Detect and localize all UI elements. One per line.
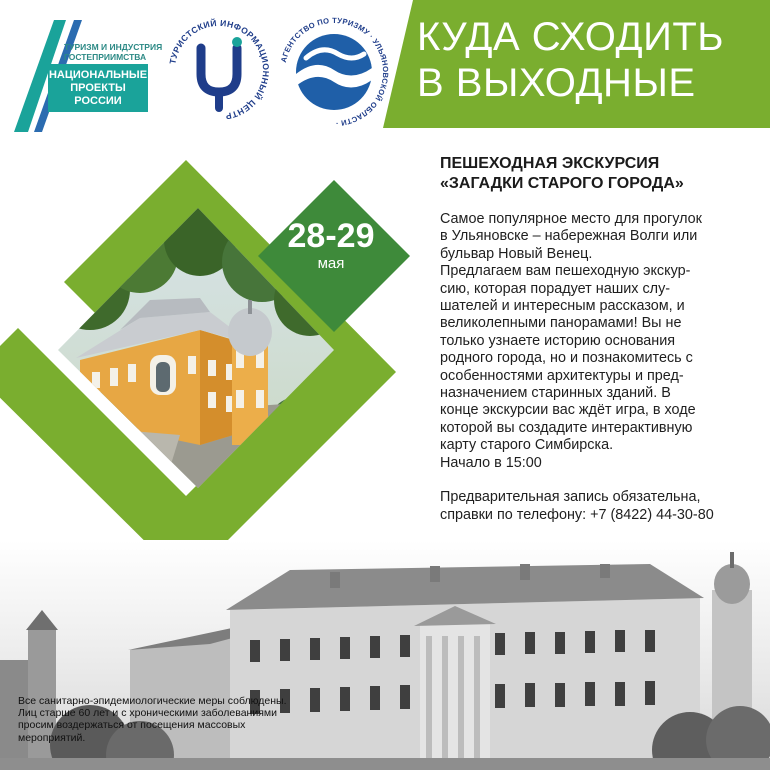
description-line: которой вы создадите интерактивную [440, 419, 693, 436]
booking-line: Предварительная запись обязательна, [440, 489, 701, 506]
np-logo-caption-line1: ТУРИЗМ И ИНДУСТРИЯ [64, 42, 163, 52]
health-notice [18, 695, 348, 744]
event-title [440, 154, 760, 194]
event-description [440, 211, 770, 524]
np-logo-box-line1: НАЦИОНАЛЬНЫЕ [48, 68, 148, 81]
notice-line: просим воздержаться от посещения массовых [18, 719, 246, 732]
np-logo-box-line3: РОССИИ [74, 94, 122, 107]
description-line: конце экскурсии вас ждёт игра, в ходе [440, 402, 696, 419]
notice-line: мероприятий. [18, 731, 86, 744]
description-line: в Ульяновске – набережная Волги или [440, 228, 698, 245]
banner-title-line2: В ВЫХОДНЫЕ [417, 61, 696, 105]
event-date-month: мая [317, 255, 345, 272]
description-line: назначением старинных зданий. В [440, 385, 671, 402]
description-line: бульвар Новый Венец. [440, 245, 593, 262]
description-line: шателей и интересным рассказом, и [440, 298, 685, 315]
start-time-line: Начало в 15:00 [440, 454, 542, 471]
description-line: только узнаете историю основания [440, 332, 676, 349]
event-title-line1: ПЕШЕХОДНАЯ ЭКСКУРСИЯ [440, 155, 660, 172]
description-line: Предлагаем вам пешеходную экскур- [440, 263, 691, 280]
tic-logo-ring-text: ТУРИСТСКИЙ ИНФОРМАЦИОННЫЙ ЦЕНТР [167, 17, 272, 122]
paragraph-gap [440, 472, 770, 489]
description-line: особенностями архитектуры и пред- [440, 367, 684, 384]
event-date-range: 28-29 [287, 217, 375, 255]
description-line: карту старого Симбирска. [440, 437, 614, 454]
notice-line: Все санитарно-эпидемиологические меры соблюдены. [18, 695, 287, 707]
description-line: Самое популярное место для прогулок [440, 211, 702, 227]
description-line: родного города, но и познакомитесь с [440, 350, 693, 367]
notice-line: Лиц старше 60 лет и с хроническими заболеваниями [18, 707, 277, 720]
event-title-line2: «ЗАГАДКИ СТАРОГО ГОРОДА» [440, 175, 684, 192]
event-date [255, 216, 407, 288]
banner-title-line1: КУДА СХОДИТЬ [417, 15, 724, 59]
np-logo-caption-line2: ГОСТЕПРИИМСТВА [64, 52, 147, 62]
description-line: великолепными панорамами! Вы не [440, 315, 682, 332]
np-logo-box-line2: ПРОЕКТЫ [70, 81, 126, 94]
booking-phone-line: справки по телефону: +7 (8422) 44-30-80 [440, 506, 714, 523]
description-line: сию, которая порадует наших слу- [440, 280, 671, 297]
agency-logo-ring-text: АГЕНТСТВО ПО ТУРИЗМУ · УЛЬЯНОВСКОЙ ОБЛАСТИ · [278, 15, 391, 129]
